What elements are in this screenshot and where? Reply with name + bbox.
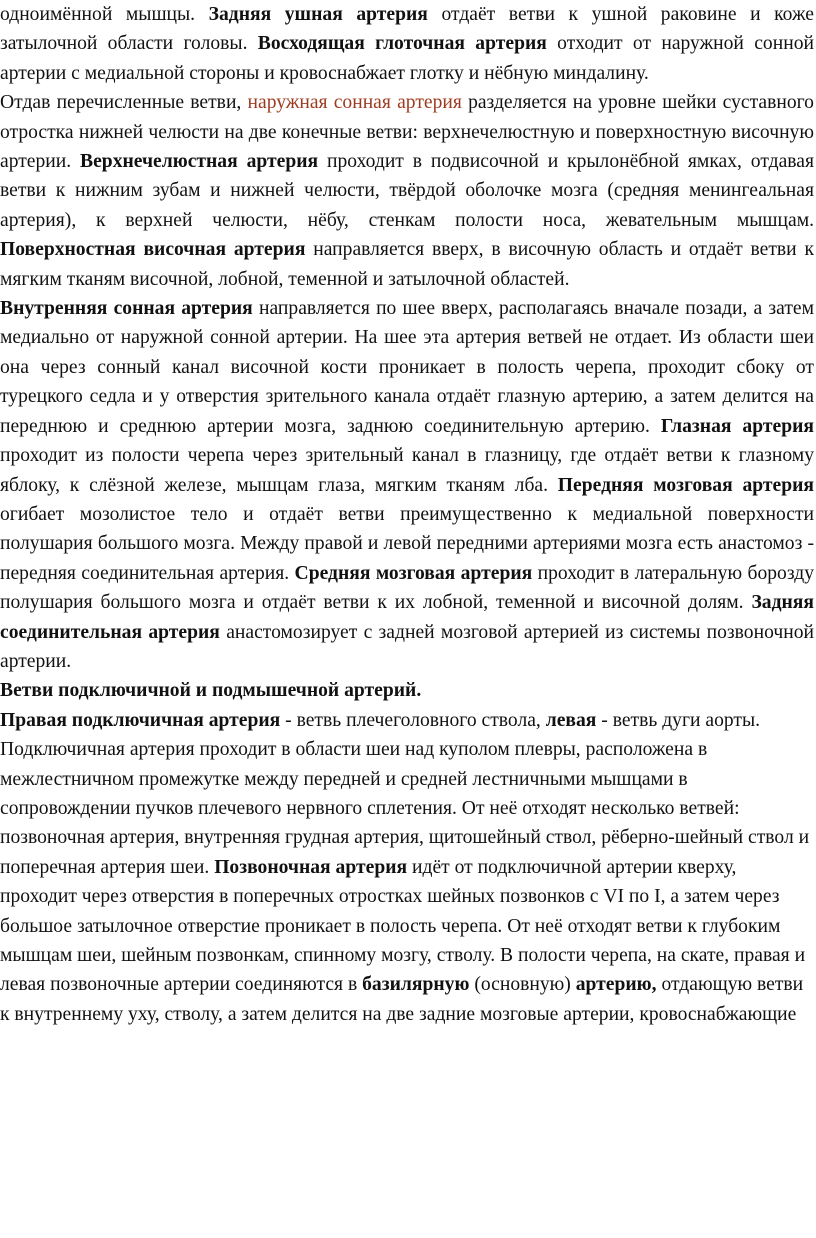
text-run: проходит в подвисочной и крылонёбной ямках, отдавая ветви к нижним зубам и нижней челюсти, твёрдой оболочке мозга (средняя менингеальная артерия), к верхней челюсти, нёбу, стенкам полости носа, жевательным мышцам. <box>0 151 815 231</box>
text-run: одноимённой мышцы. <box>0 4 209 25</box>
bold-term: Средняя мозговая артерия <box>294 562 533 584</box>
text-run: отдающую ветви к внутреннему уху, стволу, а затем делится на две задние мозговые артерии, кровоснабжающие <box>0 974 804 1025</box>
text-run: разделяется на уровне шейки суставного отростка нижней челюсти на две конечные ветви: верхнечелюстную и поверхностную височную артерии. <box>0 92 814 173</box>
bold-term: базилярную <box>362 974 470 996</box>
paragraph-external-carotid-branches <box>0 88 814 294</box>
section-heading: Ветви подключичной и подмышечной артерий. <box>0 680 422 702</box>
text-run: отходит от наружной сонной артерии с медиальной стороны и кровоснабжает глотку и нёбную миндалину. <box>0 33 814 84</box>
text-run: отдаёт ветви к ушной раковине и коже затылочной области головы. <box>0 4 814 55</box>
text-run: - ветвь плечеголовного ствола, <box>280 709 546 731</box>
bold-term: Задняя ушная артерия <box>208 4 428 25</box>
bold-term: Восходящая глоточная артерия <box>257 33 547 55</box>
text-run: - ветвь дуги аорты. Подключичная артерия проходит в области шеи над куполом плевры, расположена в межлестничном промежутке между передней и средней лестничными мышцами в сопровождении пучков плечевого нервного сплетения. От неё отходят несколько ветвей: позвоночная артерия, внутренняя грудная артерия, щитошейный ствол, рёберно-шейный ствол и поперечная артерия шеи. <box>0 709 810 878</box>
bold-term: артерию, <box>575 974 657 996</box>
text-run: огибает мозолистое тело и отдаёт ветви преимущественно к медиальной поверхности полушария большого мозга. Между правой и левой передними артериями мозга есть анастомоз - передняя соединительная артерия. <box>0 503 814 584</box>
bold-term: Верхнечелюстная артерия <box>80 151 319 173</box>
text-run: проходит в латеральную борозду полушария большого мозга и отдаёт ветви к их лобной, теменной и височной долям. <box>0 562 815 614</box>
paragraph-internal-carotid <box>0 294 814 676</box>
highlighted-term: наружная сонная артерия <box>247 92 462 114</box>
text-run: направляется по шее вверх, располагаясь вначале позади, а затем медиально от наружной сонной артерии. На шее эта артерия ветвей не отдает. Из области шеи она через сонный канал височной кости проникает в полость черепа, проходит сбоку от турецкого седла и у отверстия зрительного канала отдаёт глазную артерию, а затем делится на переднюю и среднюю артерии мозга, заднюю соединительную артерию. <box>0 298 815 437</box>
bold-term: Внутренняя сонная артерия <box>0 298 253 320</box>
text-run: проходит из полости черепа через зрительный канал в глазницу, где отдаёт ветви к глазному яблоку, к слёзной железе, мышцам глаза, мягким тканям лба. <box>0 445 814 496</box>
bold-term: Правая подключичная артерия <box>0 709 281 731</box>
bold-term: левая <box>545 709 597 731</box>
bold-term: Поверхностная височная артерия <box>0 239 306 261</box>
bold-term: Задняя соединительная артерия <box>0 592 814 643</box>
paragraph-posterior-auricular <box>0 0 814 88</box>
paragraph-subclavian <box>0 706 814 1029</box>
text-run: идёт от подключичной артерии кверху, проходит через отверстия в поперечных отростках шейных позвонков с VI по I, а затем через большое затылочное отверстие проникает в полость черепа. От неё отходят ветви к глубоким мышцам шеи, шейным позвонкам, спинному мозгу, стволу. В полости черепа, на скате, правая и левая позвоночные артерии соединяются в <box>0 856 806 996</box>
text-run: Отдав перечисленные ветви, <box>0 92 248 114</box>
bold-term: Глазная артерия <box>660 415 814 437</box>
bold-term: Передняя мозговая артерия <box>557 474 814 496</box>
text-run: (основную) <box>469 974 576 996</box>
text-run: направляется вверх, в височную область и отдаёт ветви к мягким тканям височной, лобной, теменной и затылочной областей. <box>0 239 814 290</box>
bold-term: Позвоночная артерия <box>214 856 408 878</box>
text-run: анастомозирует с задней мозговой артерией из системы позвоночной артерии. <box>0 621 814 672</box>
